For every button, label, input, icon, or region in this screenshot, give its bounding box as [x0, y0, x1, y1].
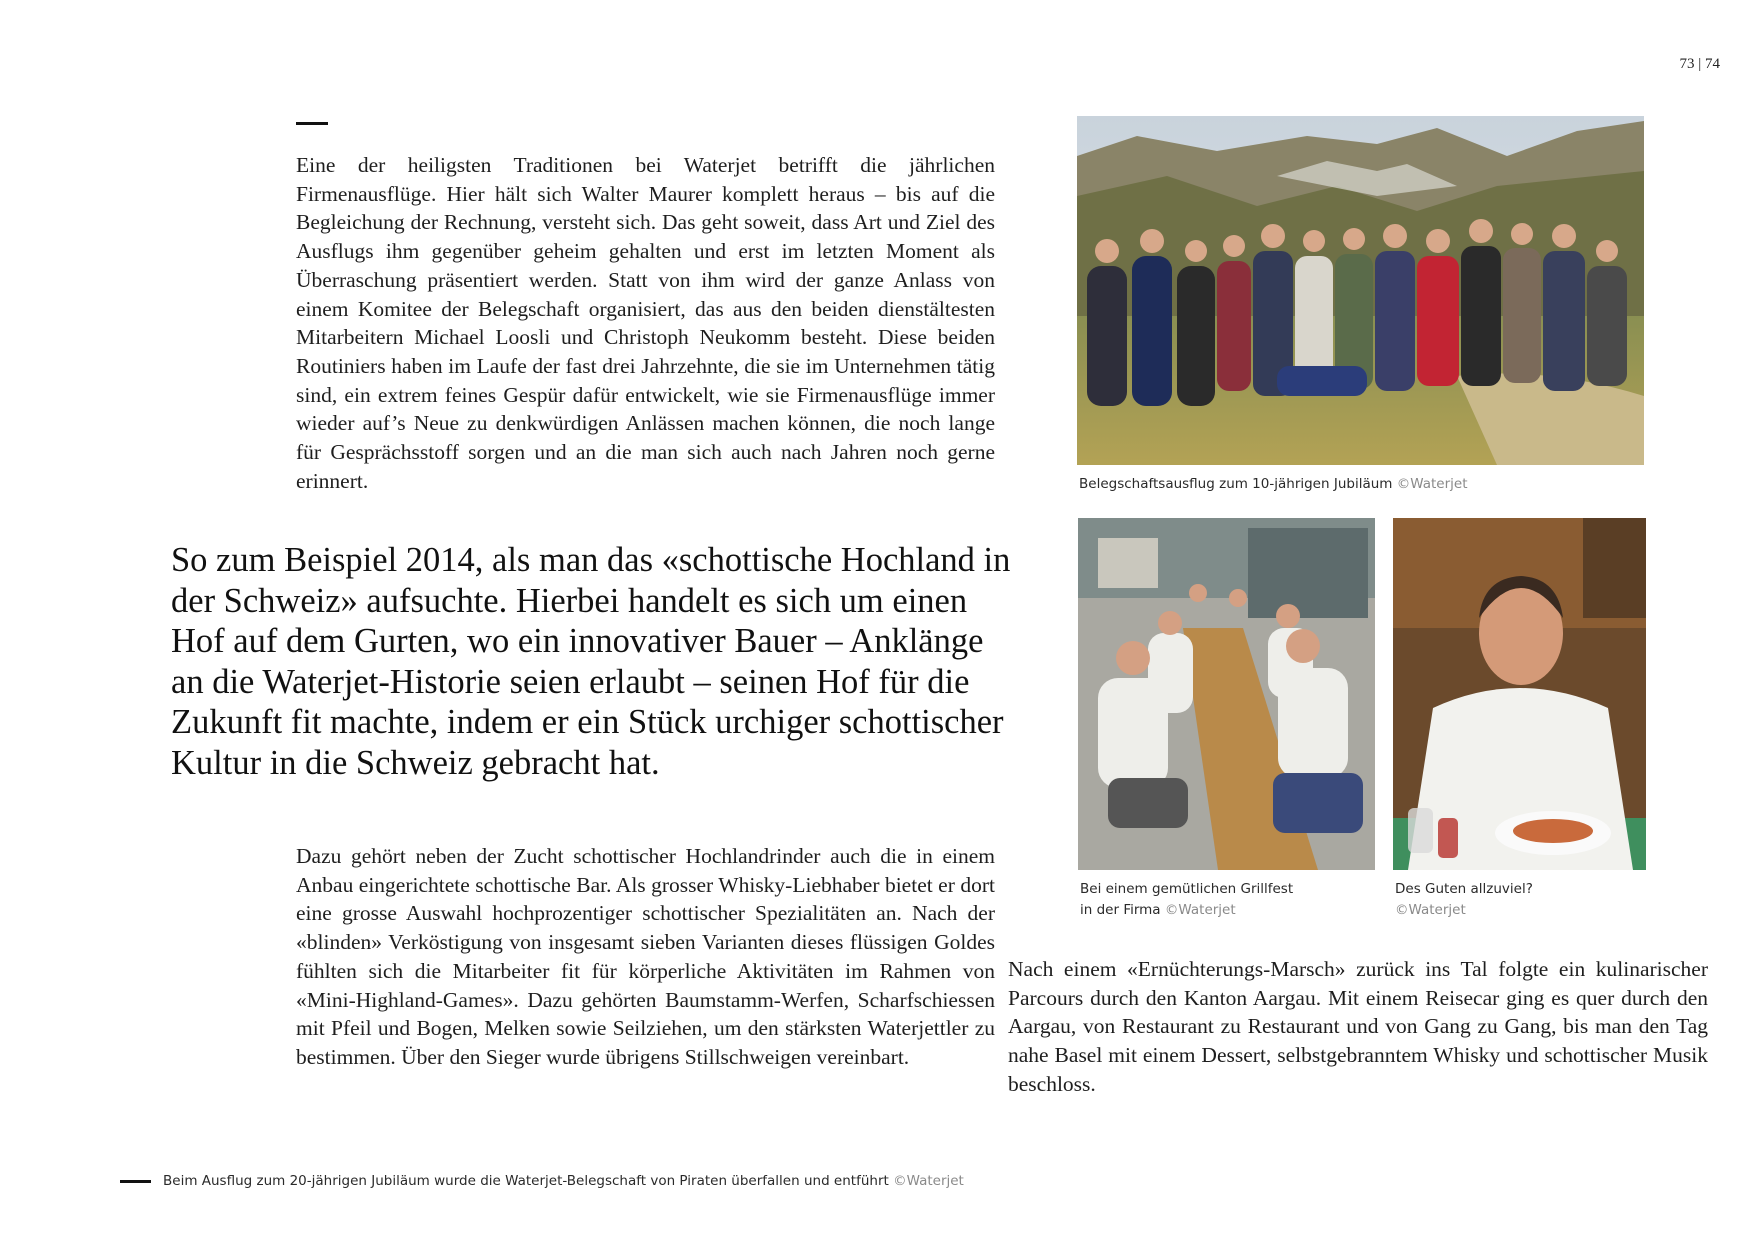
pull-quote: So zum Beispiel 2014, als man das «schottische Hochland in der Schweiz» aufsuchte. Hierbei handelt es sich um einen Hof auf dem Gurten, wo ein innovativer Bauer – Anklänge an die Waterjet-Historie seien erlaubt – seinen Hof für die Zukunft fit machte, indem er ein Stück urchiger schottischer Kultur in die Schweiz gebracht hat. [171, 541, 1011, 782]
body-paragraph-3: Nach einem «Ernüchterungs-Marsch» zurück ins Tal folgte ein kulinarischer Parcours durch den Kanton Aargau. Mit einem Reisecar ging es quer durch den Aargau, von Restaurant zu Restaurant und von Gang zu Gang, bis man den Tag nahe Basel mit einem Dessert, selbstgebranntem Whisky und schottischer Musik beschloss. [1008, 957, 1708, 1096]
caption-line-1: Bei einem gemütlichen Grillfest [1080, 881, 1294, 897]
photo-caption-3 [1395, 879, 1645, 921]
body-paragraph-2: Dazu gehört neben der Zucht schottischer Hochlandrinder auch die in einem Anbau eingerichtete schottische Bar. Als grosser Whisky-Liebhaber bietet er dort eine grosse Auswahl hochprozentiger schottischer Spezialitäten an. Nach der «blinden» Verköstigung von insgesamt sieben Varianten dieses flüssigen Goldes fühlten sich die Mitarbeiter fit für körperliche Aktivitäten im Rahmen von «Mini-Highland-Games». Dazu gehörten Baumstamm-Werfen, Scharfschiessen mit Pfeil und Bogen, Melken sowie Seilziehen, um den stärksten Waterjettler zu bestimmen. Über den Sieger wurde übrigens Stillschweigen vereinbart. [296, 844, 995, 1069]
caption-text: Des Guten allzuviel? [1395, 881, 1533, 897]
group-excursion-photo [1077, 116, 1644, 465]
dinner-portrait-photo [1393, 518, 1646, 870]
section-rule [296, 122, 328, 125]
photo-credit: ©Waterjet [1164, 902, 1236, 918]
photo-credit: ©Waterjet [1395, 902, 1466, 918]
footnote-credit: ©Waterjet [893, 1173, 964, 1189]
caption-text: Belegschaftsausflug zum 10-jährigen Jubiläum [1079, 476, 1393, 492]
photo-credit: ©Waterjet [1396, 476, 1468, 492]
footnote-text: Beim Ausflug zum 20-jährigen Jubiläum wurde die Waterjet-Belegschaft von Piraten überfallen und entführt [163, 1173, 889, 1189]
footnote-rule [120, 1180, 151, 1183]
photo-caption-2 [1080, 879, 1380, 921]
body-paragraph-1: Eine der heiligsten Traditionen bei Waterjet betrifft die jährlichen Firmenausflüge. Hier hält sich Walter Maurer komplett heraus – bis auf die Begleichung der Rechnung, versteht sich. Das geht soweit, dass Art und Ziel des Ausflugs ihm gegenüber geheim gehalten und erst im letzten Moment als Überraschung präsentiert werden. Statt von ihm wird der ganze Anlass von einem Komitee der Belegschaft organisiert, das aus den beiden dienstältesten Mitarbeitern Michael Loosli und Christoph Neukomm besteht. Diese beiden Routiniers haben im Laufe der fast drei Jahrzehnte, die sie im Unternehmen tätig sind, ein extrem feines Gespür dafür entwickelt, wie sie Firmenausflüge immer wieder auf’s Neue zu denkwürdigen Anlässen machen können, die noch lange für Gesprächsstoff sorgen und an die man sich auch nach Jahren noch gerne erinnert. [296, 153, 995, 493]
photo-caption-1 [1079, 474, 1639, 495]
caption-line-2: in der Firma [1080, 902, 1161, 918]
grill-party-photo [1078, 518, 1375, 870]
page-number: 73 | 74 [1679, 56, 1720, 72]
footnote-caption [163, 1171, 1063, 1192]
